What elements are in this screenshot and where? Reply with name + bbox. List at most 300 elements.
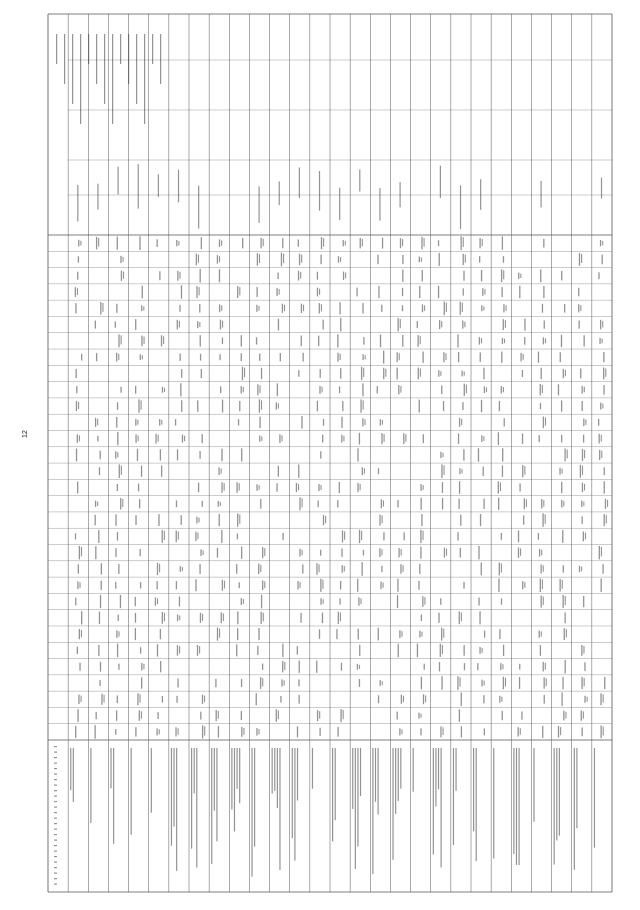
row-caption-mark bbox=[518, 748, 519, 865]
cell-value-mark bbox=[545, 514, 546, 524]
header-caption-mark bbox=[144, 34, 145, 124]
cell-value-mark bbox=[424, 238, 425, 247]
row-number-mark bbox=[54, 768, 57, 769]
cell-value-mark bbox=[236, 482, 237, 493]
cell-value-mark bbox=[501, 386, 502, 394]
cell-value-mark bbox=[94, 725, 95, 739]
cell-value-mark bbox=[219, 256, 220, 262]
cell-value-mark bbox=[162, 530, 163, 543]
cell-value-mark bbox=[284, 662, 285, 670]
cell-value-mark bbox=[320, 451, 321, 458]
cell-value-mark bbox=[156, 728, 157, 735]
cell-value-mark bbox=[542, 579, 543, 588]
cell-value-mark bbox=[297, 726, 298, 737]
cell-value-mark bbox=[502, 448, 503, 461]
cell-value-mark bbox=[582, 386, 583, 394]
cell-value-mark bbox=[582, 483, 583, 492]
cell-value-mark bbox=[281, 435, 282, 441]
cell-value-mark bbox=[501, 352, 502, 363]
cell-value-mark bbox=[582, 516, 583, 523]
cell-value-mark bbox=[583, 531, 584, 541]
cell-value-mark bbox=[300, 613, 301, 623]
cell-value-mark bbox=[237, 611, 238, 624]
cell-value-mark bbox=[522, 433, 523, 443]
cell-value-mark bbox=[237, 513, 238, 526]
page-number: 12 bbox=[22, 430, 29, 438]
row-number-mark bbox=[54, 856, 57, 857]
cell-value-mark bbox=[81, 547, 82, 556]
cell-value-mark bbox=[322, 613, 323, 624]
cell-value-mark bbox=[600, 240, 601, 246]
cell-value-mark bbox=[78, 256, 79, 262]
cell-value-mark bbox=[115, 451, 116, 458]
row-caption-mark bbox=[576, 748, 577, 828]
cell-value-mark bbox=[563, 565, 564, 572]
cell-value-mark bbox=[176, 240, 177, 246]
cell-value-mark bbox=[465, 255, 466, 263]
cell-value-mark bbox=[540, 645, 541, 656]
cell-value-mark bbox=[498, 432, 499, 445]
cell-value-mark bbox=[580, 465, 581, 478]
cell-value-mark bbox=[176, 531, 177, 543]
cell-value-mark bbox=[138, 484, 139, 492]
cell-value-mark bbox=[342, 565, 343, 573]
cell-value-mark bbox=[181, 400, 182, 412]
cell-value-mark bbox=[239, 401, 240, 411]
cell-value-mark bbox=[400, 319, 401, 328]
cell-value-mark bbox=[543, 416, 544, 428]
cell-value-mark bbox=[197, 533, 198, 540]
cell-value-mark bbox=[99, 467, 100, 475]
cell-value-mark bbox=[276, 402, 277, 409]
cell-value-mark bbox=[218, 467, 219, 475]
cell-value-mark bbox=[604, 481, 605, 493]
cell-value-mark bbox=[76, 369, 77, 378]
cell-value-mark bbox=[502, 466, 503, 477]
cell-value-mark bbox=[503, 304, 504, 312]
cell-value-mark bbox=[458, 433, 459, 443]
cell-value-mark bbox=[483, 436, 484, 441]
cell-value-mark bbox=[383, 351, 384, 364]
cell-value-mark bbox=[601, 451, 602, 458]
cell-value-mark bbox=[319, 629, 320, 638]
cell-value-mark bbox=[236, 644, 237, 656]
cell-value-mark bbox=[337, 727, 338, 737]
header-mark bbox=[299, 167, 300, 198]
cell-value-mark bbox=[140, 694, 141, 702]
cell-value-mark bbox=[379, 515, 380, 526]
cell-value-mark bbox=[499, 629, 500, 639]
cell-value-mark bbox=[224, 483, 225, 490]
cell-value-mark bbox=[544, 677, 545, 688]
cell-value-mark bbox=[276, 709, 277, 721]
cell-value-mark bbox=[202, 725, 203, 738]
cell-value-mark bbox=[276, 288, 277, 296]
cell-value-mark bbox=[420, 728, 421, 735]
cell-value-mark bbox=[155, 434, 156, 444]
cell-value-mark bbox=[76, 401, 77, 411]
cell-value-mark bbox=[321, 304, 322, 311]
cell-value-mark bbox=[519, 286, 520, 298]
cell-value-mark bbox=[604, 677, 605, 689]
cell-value-mark bbox=[541, 595, 542, 607]
cell-value-mark bbox=[144, 337, 145, 344]
cell-value-mark bbox=[360, 598, 361, 604]
cell-value-mark bbox=[157, 563, 158, 575]
cell-value-mark bbox=[501, 697, 502, 702]
cell-value-mark bbox=[598, 419, 599, 426]
cell-value-mark bbox=[438, 613, 439, 623]
cell-value-mark bbox=[220, 502, 221, 506]
cell-value-mark bbox=[599, 434, 600, 444]
cell-value-mark bbox=[241, 679, 242, 687]
cell-value-mark bbox=[118, 664, 119, 670]
cell-value-mark bbox=[281, 679, 282, 686]
cell-value-mark bbox=[223, 613, 224, 621]
cell-value-mark bbox=[320, 579, 321, 592]
cell-value-mark bbox=[262, 664, 263, 670]
cell-value-mark bbox=[503, 256, 504, 263]
cell-value-mark bbox=[299, 497, 300, 510]
cell-value-mark bbox=[181, 285, 182, 298]
cell-value-mark bbox=[337, 334, 338, 347]
row-number-mark bbox=[54, 878, 57, 879]
cell-value-mark bbox=[176, 581, 177, 589]
cell-value-mark bbox=[241, 711, 242, 720]
cell-value-mark bbox=[578, 288, 579, 296]
cell-value-mark bbox=[459, 468, 460, 474]
row-number-mark bbox=[54, 873, 57, 874]
cell-value-mark bbox=[385, 369, 386, 377]
cell-value-mark bbox=[101, 694, 102, 705]
cell-value-mark bbox=[504, 339, 505, 343]
cell-value-mark bbox=[241, 448, 242, 461]
cell-value-mark bbox=[343, 272, 344, 280]
cell-value-mark bbox=[545, 338, 546, 343]
cell-value-mark bbox=[439, 662, 440, 671]
cell-value-mark bbox=[99, 680, 100, 686]
cell-value-mark bbox=[504, 418, 505, 426]
cell-value-mark bbox=[282, 304, 283, 313]
cell-value-mark bbox=[519, 484, 520, 492]
cell-value-mark bbox=[157, 581, 158, 589]
cell-value-mark bbox=[519, 677, 520, 689]
cell-value-mark bbox=[583, 502, 584, 507]
cell-value-mark bbox=[261, 368, 262, 379]
cell-value-mark bbox=[104, 695, 105, 703]
cell-value-mark bbox=[606, 515, 607, 523]
cell-value-mark bbox=[219, 269, 220, 282]
cell-value-mark bbox=[236, 564, 237, 574]
cell-value-mark bbox=[479, 238, 480, 248]
cell-value-mark bbox=[400, 238, 401, 248]
cell-value-mark bbox=[403, 433, 404, 444]
cell-value-mark bbox=[300, 272, 301, 279]
cell-value-mark bbox=[381, 433, 382, 444]
cell-value-mark bbox=[121, 271, 122, 281]
cell-value-mark bbox=[584, 387, 585, 393]
cell-value-mark bbox=[322, 580, 323, 589]
cell-value-mark bbox=[116, 353, 117, 362]
cell-value-mark bbox=[417, 335, 418, 347]
cell-value-mark bbox=[565, 370, 566, 376]
cell-value-mark bbox=[162, 696, 163, 703]
cell-value-mark bbox=[199, 287, 200, 295]
cell-value-mark bbox=[400, 564, 401, 573]
cell-value-mark bbox=[261, 436, 262, 440]
cell-value-mark bbox=[137, 449, 138, 461]
cell-value-mark bbox=[279, 289, 280, 295]
cell-value-mark bbox=[298, 695, 299, 704]
cell-value-mark bbox=[199, 646, 200, 654]
cell-value-mark bbox=[561, 335, 562, 347]
cell-value-mark bbox=[298, 484, 299, 490]
cell-value-mark bbox=[560, 352, 561, 362]
row-caption-mark bbox=[453, 748, 454, 845]
cell-value-mark bbox=[602, 241, 603, 245]
cell-value-mark bbox=[443, 401, 444, 411]
cell-value-mark bbox=[438, 240, 439, 246]
cell-value-mark bbox=[399, 630, 400, 638]
cell-value-mark bbox=[479, 611, 480, 624]
row-caption-mark bbox=[236, 748, 237, 789]
cell-value-mark bbox=[98, 238, 99, 247]
cell-value-mark bbox=[439, 320, 440, 329]
cell-value-mark bbox=[543, 239, 544, 248]
cell-value-mark bbox=[584, 696, 585, 703]
cell-value-mark bbox=[439, 253, 440, 266]
cell-value-mark bbox=[384, 434, 385, 442]
cell-value-mark bbox=[357, 579, 358, 592]
cell-value-mark bbox=[159, 564, 160, 573]
row-number-mark bbox=[54, 746, 57, 747]
cell-value-mark bbox=[142, 286, 143, 299]
cell-value-mark bbox=[478, 546, 479, 559]
cell-value-mark bbox=[259, 435, 260, 441]
cell-value-mark bbox=[540, 384, 541, 396]
row-number-mark bbox=[54, 812, 57, 813]
row-number-mark bbox=[54, 823, 57, 824]
row-caption-mark bbox=[455, 748, 456, 791]
cell-value-mark bbox=[199, 451, 200, 459]
cell-value-mark bbox=[398, 385, 399, 394]
cell-value-mark bbox=[503, 677, 504, 690]
cell-value-mark bbox=[241, 598, 242, 605]
cell-value-mark bbox=[538, 352, 539, 363]
row-caption-mark bbox=[176, 748, 177, 871]
cell-value-mark bbox=[163, 336, 164, 344]
cell-value-mark bbox=[180, 354, 181, 361]
cell-value-mark bbox=[402, 305, 403, 311]
cell-value-mark bbox=[196, 286, 197, 298]
cell-value-mark bbox=[365, 355, 366, 359]
cell-value-mark bbox=[278, 403, 279, 408]
cell-value-mark bbox=[484, 631, 485, 638]
cell-value-mark bbox=[239, 287, 240, 295]
cell-value-mark bbox=[200, 354, 201, 361]
cell-value-mark bbox=[341, 417, 342, 428]
cell-value-mark bbox=[546, 678, 547, 686]
cell-value-mark bbox=[539, 630, 540, 637]
row-caption-mark bbox=[438, 748, 439, 789]
cell-value-mark bbox=[122, 499, 123, 507]
cell-value-mark bbox=[603, 694, 604, 702]
cell-value-mark bbox=[600, 725, 601, 738]
cell-value-mark bbox=[405, 434, 406, 442]
cell-value-mark bbox=[360, 484, 361, 490]
cell-value-mark bbox=[200, 269, 201, 283]
cell-value-mark bbox=[283, 254, 284, 264]
cell-value-mark bbox=[563, 369, 564, 378]
cell-value-mark bbox=[564, 449, 565, 462]
cell-value-mark bbox=[302, 564, 303, 573]
cell-value-mark bbox=[221, 482, 222, 493]
cell-value-mark bbox=[202, 501, 203, 507]
row-number-mark bbox=[54, 834, 57, 835]
cell-value-mark bbox=[378, 286, 379, 298]
row-caption-mark bbox=[73, 748, 74, 802]
cell-value-mark bbox=[220, 320, 221, 330]
row-caption-mark bbox=[216, 748, 217, 841]
cell-value-mark bbox=[296, 483, 297, 492]
cell-value-mark bbox=[179, 646, 180, 653]
row-number-mark bbox=[54, 779, 57, 780]
cell-value-mark bbox=[364, 419, 365, 425]
cell-value-mark bbox=[600, 693, 601, 705]
cell-value-mark bbox=[199, 322, 200, 327]
cell-value-mark bbox=[359, 530, 360, 543]
cell-value-mark bbox=[581, 677, 582, 689]
header-caption-mark bbox=[112, 34, 113, 124]
row-caption-mark bbox=[277, 748, 278, 808]
cell-value-mark bbox=[160, 449, 161, 460]
cell-value-mark bbox=[545, 663, 546, 670]
row-caption-mark bbox=[395, 748, 396, 814]
cell-value-mark bbox=[603, 726, 604, 735]
cell-value-mark bbox=[177, 271, 178, 281]
cell-value-mark bbox=[501, 269, 502, 282]
cell-value-mark bbox=[141, 305, 142, 311]
cell-value-mark bbox=[359, 433, 360, 445]
cell-value-mark bbox=[524, 498, 525, 509]
cell-value-mark bbox=[502, 338, 503, 344]
cell-value-mark bbox=[318, 336, 319, 347]
cell-value-mark bbox=[463, 237, 464, 247]
cell-value-mark bbox=[281, 253, 282, 267]
cell-value-mark bbox=[98, 530, 99, 543]
cell-value-mark bbox=[542, 304, 543, 313]
cell-value-mark bbox=[284, 680, 285, 685]
header-mark bbox=[460, 185, 461, 229]
cell-value-mark bbox=[141, 677, 142, 688]
row-caption-mark bbox=[274, 748, 275, 791]
cell-value-mark bbox=[360, 238, 361, 248]
cell-value-mark bbox=[179, 321, 180, 328]
cell-value-mark bbox=[502, 236, 503, 249]
row-caption-mark bbox=[211, 748, 212, 864]
row-caption-mark bbox=[151, 748, 152, 813]
cell-value-mark bbox=[280, 353, 281, 361]
cell-value-mark bbox=[363, 400, 364, 409]
cell-value-mark bbox=[339, 302, 340, 314]
cell-value-mark bbox=[444, 465, 445, 475]
header-caption-mark bbox=[80, 34, 81, 124]
cell-value-mark bbox=[580, 369, 581, 379]
cell-value-mark bbox=[198, 518, 199, 523]
cell-value-mark bbox=[565, 660, 566, 674]
cell-value-mark bbox=[162, 387, 163, 393]
cell-value-mark bbox=[382, 516, 383, 524]
cell-value-mark bbox=[258, 729, 259, 734]
cell-value-mark bbox=[137, 693, 138, 705]
row-caption-mark bbox=[392, 748, 393, 860]
row-caption-mark bbox=[292, 748, 293, 838]
cell-value-mark bbox=[463, 254, 464, 265]
cell-value-mark bbox=[135, 727, 136, 736]
cell-value-mark bbox=[484, 386, 485, 393]
cell-value-mark bbox=[256, 484, 257, 491]
row-caption-mark bbox=[352, 748, 353, 809]
cell-value-mark bbox=[480, 352, 481, 361]
cell-value-mark bbox=[461, 419, 462, 425]
cell-value-mark bbox=[423, 485, 424, 490]
cell-value-mark bbox=[162, 612, 163, 624]
cell-value-mark bbox=[602, 339, 603, 343]
cell-value-mark bbox=[159, 729, 160, 734]
cell-value-mark bbox=[182, 567, 183, 571]
cell-value-mark bbox=[77, 709, 78, 722]
row-caption-mark bbox=[574, 748, 575, 870]
cell-value-mark bbox=[565, 712, 566, 719]
cell-value-mark bbox=[420, 484, 421, 491]
cell-value-mark bbox=[421, 632, 422, 637]
row-number-mark bbox=[54, 796, 57, 797]
cell-value-mark bbox=[481, 338, 482, 343]
row-caption-mark bbox=[375, 748, 376, 802]
cell-value-mark bbox=[541, 368, 542, 379]
cell-value-mark bbox=[580, 305, 581, 311]
cell-value-mark bbox=[343, 436, 344, 442]
cell-value-mark bbox=[441, 628, 442, 641]
cell-value-mark bbox=[121, 465, 122, 474]
cell-value-mark bbox=[585, 420, 586, 425]
cell-value-mark bbox=[545, 417, 546, 425]
cell-value-mark bbox=[599, 338, 600, 344]
cell-value-mark bbox=[78, 240, 79, 247]
cell-value-mark bbox=[585, 532, 586, 539]
header-mark bbox=[319, 171, 320, 211]
cell-value-mark bbox=[383, 582, 384, 587]
cell-value-mark bbox=[441, 676, 442, 690]
cell-value-mark bbox=[542, 726, 543, 738]
cell-value-mark bbox=[79, 629, 80, 639]
cell-value-mark bbox=[118, 564, 119, 574]
cell-value-mark bbox=[583, 646, 584, 654]
cell-value-mark bbox=[357, 448, 358, 461]
cell-value-mark bbox=[581, 645, 582, 656]
cell-value-mark bbox=[176, 696, 177, 703]
cell-value-mark bbox=[218, 726, 219, 738]
cell-value-mark bbox=[380, 581, 381, 589]
cell-value-mark bbox=[483, 499, 484, 509]
cell-value-mark bbox=[316, 563, 317, 575]
row-number-mark bbox=[54, 785, 57, 786]
cell-value-mark bbox=[379, 548, 380, 557]
cell-value-mark bbox=[418, 581, 419, 590]
cell-value-mark bbox=[345, 241, 346, 245]
cell-value-mark bbox=[340, 613, 341, 622]
cell-value-mark bbox=[341, 435, 342, 443]
